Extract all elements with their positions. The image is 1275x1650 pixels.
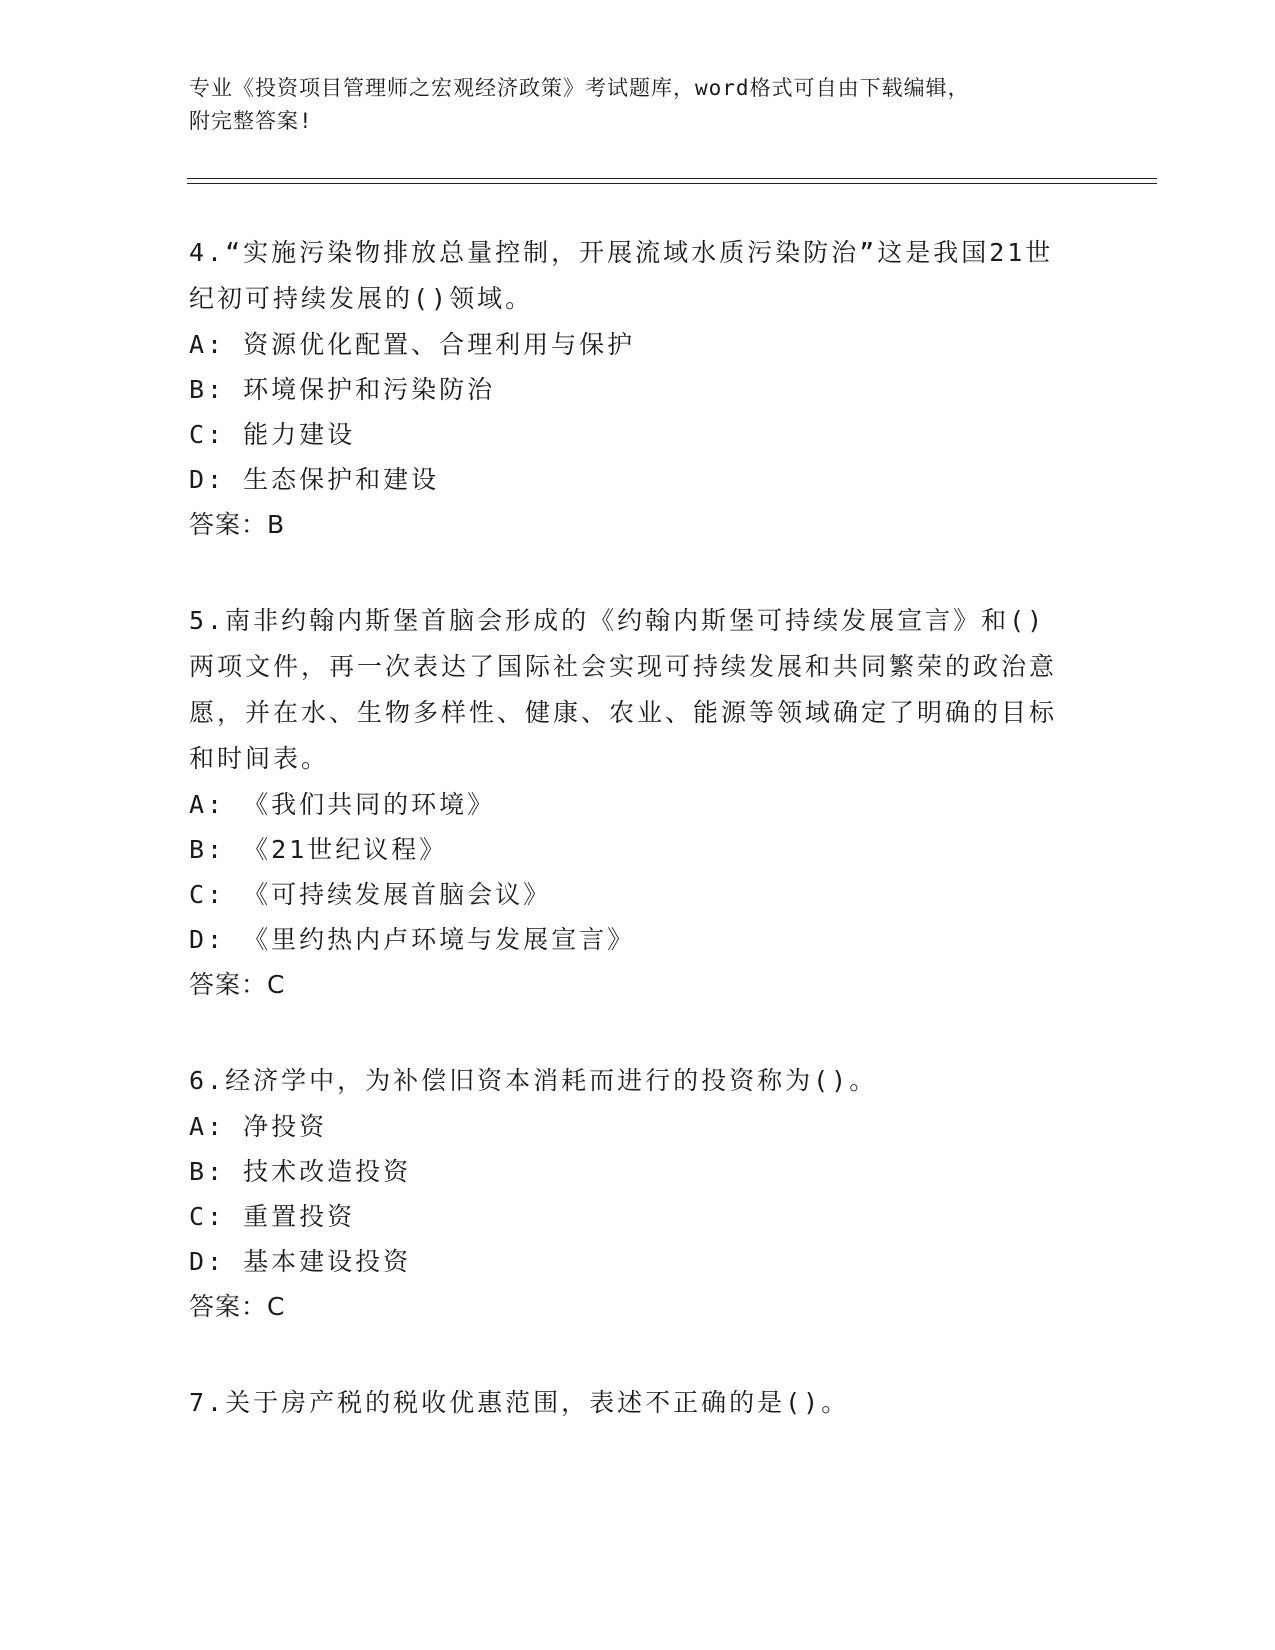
question-4 (189, 230, 1069, 548)
option-d: D: 生态保护和建设 (189, 465, 440, 494)
document-header (189, 72, 1069, 138)
question-stem: 5.南非约翰内斯堡首脑会形成的《约翰内斯堡可持续发展宣言》和()两项文件，再一次表达了国际社会实现可持续发展和共同繁荣的政治意愿，并在水、生物多样性、健康、农业、能源等领域确定了明确的目标和时间表。 (189, 606, 1058, 773)
option-a: A: 净投资 (189, 1112, 328, 1141)
option-c: C: 《可持续发展首脑会议》 (189, 880, 552, 909)
answer: 答案：C (189, 1292, 286, 1321)
question-7 (189, 1380, 1069, 1426)
header-line-2: 附完整答案! (189, 109, 313, 133)
option-a: A: 《我们共同的环境》 (189, 790, 496, 819)
option-c: C: 重置投资 (189, 1202, 356, 1231)
header-divider-bottom (187, 183, 1157, 184)
option-c: C: 能力建设 (189, 420, 356, 449)
question-6 (189, 1058, 1069, 1330)
question-stem: 6.经济学中，为补偿旧资本消耗而进行的投资称为()。 (189, 1066, 878, 1095)
header-line-1: 专业《投资项目管理师之宏观经济政策》考试题库，word格式可自由下载编辑， (189, 76, 970, 100)
question-stem: 4.“实施污染物排放总量控制，开展流域水质污染防治”这是我国21世纪初可持续发展的()领域。 (189, 238, 1054, 313)
option-a: A: 资源优化配置、合理利用与保护 (189, 330, 636, 359)
option-b: B: 技术改造投资 (189, 1157, 412, 1186)
answer: 答案：C (189, 970, 286, 999)
option-b: B: 《21世纪议程》 (189, 835, 448, 864)
option-d: D: 基本建设投资 (189, 1247, 412, 1276)
question-5 (189, 598, 1069, 1008)
answer: 答案：B (189, 510, 286, 539)
question-stem: 7.关于房产税的税收优惠范围，表述不正确的是()。 (189, 1388, 850, 1417)
header-divider-top (187, 178, 1157, 179)
option-b: B: 环境保护和污染防治 (189, 375, 496, 404)
question-list (189, 230, 1069, 1476)
option-d: D: 《里约热内卢环境与发展宣言》 (189, 925, 636, 954)
